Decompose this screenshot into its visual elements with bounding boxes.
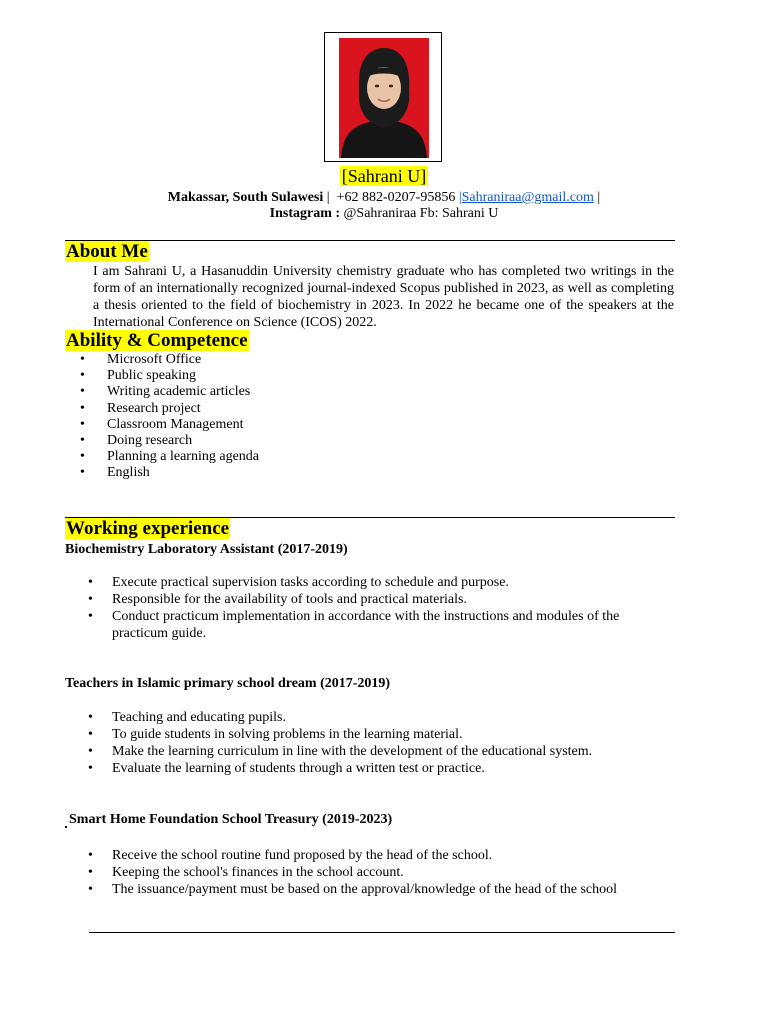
list-item: • To guide students in solving problems in the learning material.: [88, 726, 675, 743]
job-duties-3: [88, 847, 675, 898]
location: Makassar, South Sulawesi: [167, 190, 324, 205]
list-item: • Keeping the school's finances in the school account.: [88, 864, 675, 881]
job-title-3: Smart Home Foundation School Treasury (2019-2023): [69, 812, 393, 827]
divider-top: [65, 240, 675, 241]
social-line: [0, 206, 768, 222]
instagram-label: Instagram :: [269, 206, 341, 221]
skills-list: [80, 352, 259, 482]
list-item: • Public speaking: [80, 368, 259, 384]
list-item: • Planning a learning agenda: [80, 449, 259, 465]
job-title-2: Teachers in Islamic primary school dream (2017-2019): [65, 676, 391, 691]
list-item: • The issuance/payment must be based on the approval/knowledge of the head of the school: [88, 881, 675, 898]
person-portrait-image: [339, 38, 429, 158]
list-item: • Evaluate the learning of students through a written test or practice.: [88, 760, 675, 777]
experience-heading-text: Working experience: [66, 518, 230, 539]
profile-photo: [339, 38, 429, 158]
list-item: • Doing research: [80, 433, 259, 449]
candidate-name-text: [Sahrani U]: [341, 166, 427, 186]
separator-end: |: [597, 190, 601, 205]
list-item: • English: [80, 465, 259, 481]
list-item: • Writing academic articles: [80, 384, 259, 400]
job-title-1: Biochemistry Laboratory Assistant (2017-2019): [65, 542, 348, 557]
list-item: • Receive the school routine fund proposed by the head of the school.: [88, 847, 675, 864]
list-item: • Microsoft Office: [80, 352, 259, 368]
social-handles: @Sahraniraa Fb: Sahrani U: [343, 206, 499, 221]
list-item: • Responsible for the availability of tools and practical materials.: [88, 591, 675, 608]
job-duties-1: [88, 574, 675, 642]
profile-photo-frame: [324, 32, 442, 162]
phone-number: +62 882-0207-95856: [336, 190, 456, 205]
skills-heading-text: Ability & Competence: [66, 330, 248, 351]
about-text: I am Sahrani U, a Hasanuddin University chemistry graduate who has completed two writings in the form of an internationally recognized journal-indexed Scopus published in 2023, as well as completing a thesis oriented to the field of biochemistry in 2023. In 2022 he became one of the speakers at the International Conference on Science (ICOS) 2022.: [93, 264, 674, 330]
list-item: • Teaching and educating pupils.: [88, 709, 675, 726]
list-item: • Research project: [80, 401, 259, 417]
candidate-name: [0, 166, 768, 187]
stray-dot: [65, 826, 67, 828]
job-duties-2: [88, 709, 675, 777]
list-item: • Make the learning curriculum in line with the development of the educational system.: [88, 743, 675, 760]
contact-line: [0, 190, 768, 206]
experience-heading: [65, 518, 230, 540]
about-heading-text: About Me: [66, 241, 148, 262]
skills-heading: [65, 330, 249, 352]
divider-bottom: [89, 932, 675, 933]
email-link[interactable]: |Sahraniraa@gmail.com: [458, 190, 594, 205]
list-item: • Classroom Management: [80, 417, 259, 433]
about-heading: [65, 241, 149, 263]
separator: |: [326, 190, 330, 205]
list-item: • Conduct practicum implementation in accordance with the instructions and modules of the practicum guide.: [88, 608, 675, 642]
list-item: • Execute practical supervision tasks according to schedule and purpose.: [88, 574, 675, 591]
